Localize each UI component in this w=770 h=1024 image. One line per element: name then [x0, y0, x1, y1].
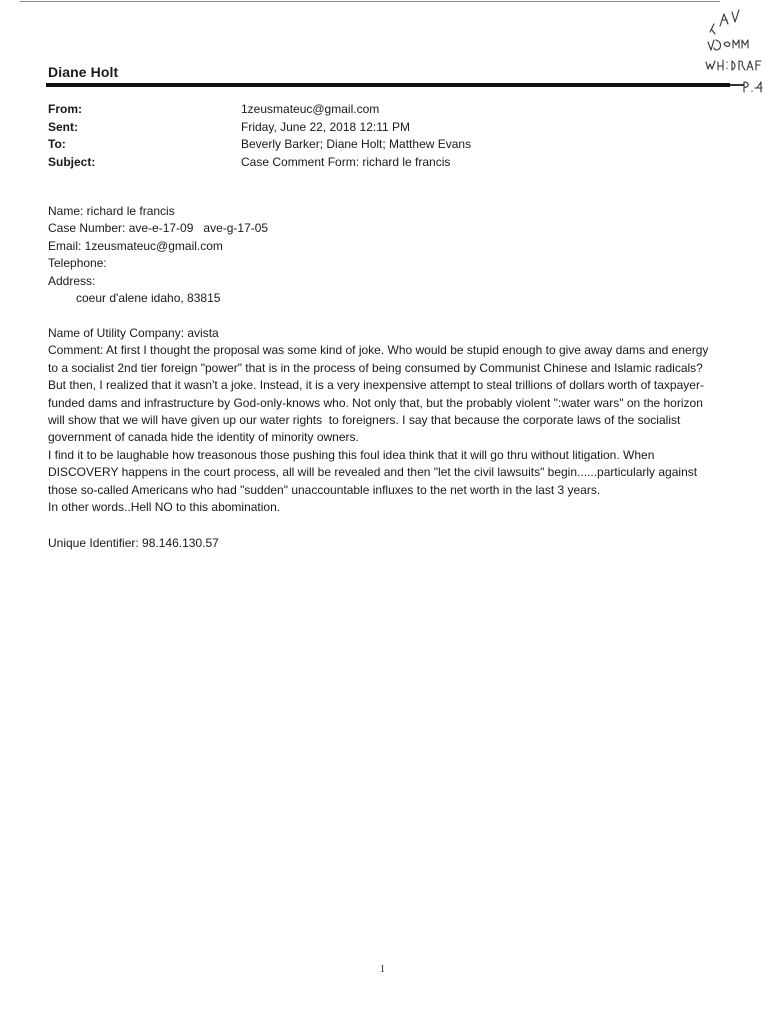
to-value: Beverly Barker; Diane Holt; Matthew Evans [241, 137, 472, 151]
email-line: Email: 1zeusmateuc@gmail.com [48, 238, 223, 253]
email-metadata [48, 101, 471, 171]
from-label: From: [48, 102, 82, 116]
comment-section [48, 325, 718, 516]
sent-row [48, 119, 471, 137]
from-value: 1zeusmateuc@gmail.com [241, 102, 380, 116]
subject-label: Subject: [48, 154, 96, 169]
unique-identifier [48, 535, 718, 552]
name-line: Name: richard le francis [48, 204, 175, 218]
comment-paragraph-3: In other words..Hell NO to this abomination. [48, 500, 281, 515]
case-number-line: Case Number: ave-e-17-09 ave-g-17-05 [48, 221, 269, 236]
unique-identifier-line: Unique Identifier: 98.146.130.57 [48, 536, 219, 550]
header-name: Diane Holt [48, 64, 119, 80]
page-number: 1 [380, 964, 385, 975]
sent-label: Sent: [48, 119, 78, 134]
subject-row [48, 154, 471, 172]
subject-value: Case Comment Form: richard le francis [241, 154, 451, 169]
telephone-line: Telephone: [48, 256, 107, 271]
address-label: Address: [48, 273, 96, 288]
comment-paragraph-2: I find it to be laughable how treasonous those pushing this foul idea think that it will go thru without litigation. When DISCOVERY happens in the court process, all will be revealed and then "let the civil lawsuits" begin......particularly against those so-called Americans who had "sudden" unaccountable influxes to the net worth in the last 3 years. [48, 447, 698, 497]
header-divider [46, 83, 730, 87]
sent-value: Friday, June 22, 2018 12:11 PM [241, 119, 410, 134]
address-value: coeur d'alene idaho, 83815 [76, 291, 221, 306]
from-row [48, 101, 471, 119]
utility-company-line: Name of Utility Company: avista [48, 326, 219, 340]
to-label: To: [48, 137, 66, 151]
comment-paragraph-1: Comment: At first I thought the proposal was some kind of joke. Who would be stupid enough to give away dams and energy to a socialist 2nd tier foreign "power" that is in the process of being consumed by Communist Chinese and Islamic radicals? But then, I realized that it wasn't a joke. Instead, it is a very inexpensive attempt to steal trillions of dollars worth of taxpayer-funded dams and infrastructure by God-only-knows who. Not only that, but the probably violent ":water wars" on the horizon will show that we will have given up our water rights to foreigners. I say that because the corporate laws of the socialist government of canada hide the identity of minority owners. [48, 343, 712, 445]
handwritten-annotation [700, 4, 770, 94]
header-divider-tail [730, 84, 744, 86]
scan-top-edge-line [20, 1, 720, 2]
to-row [48, 136, 471, 154]
contact-details [48, 203, 718, 307]
